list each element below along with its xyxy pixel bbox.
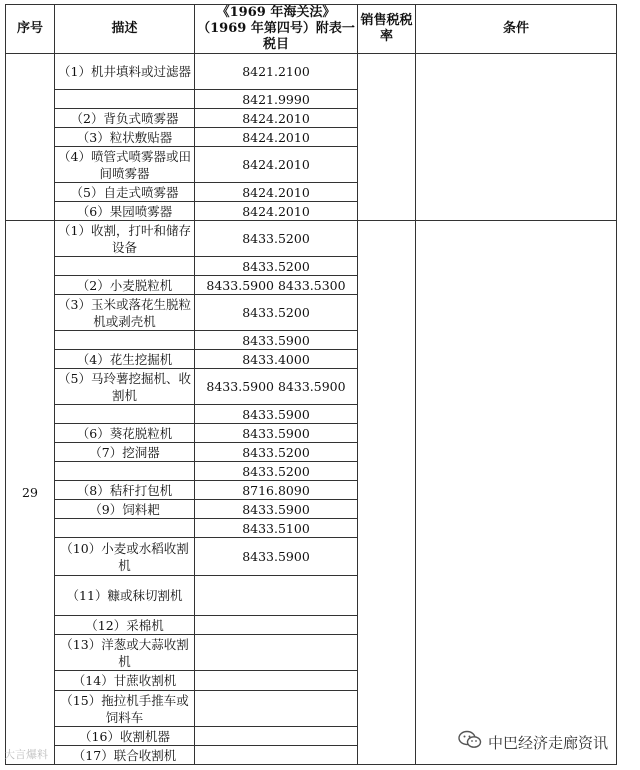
hs-code-cell: 8433.5900	[195, 405, 358, 424]
desc-cell: （2）小麦脱粒机	[55, 276, 195, 295]
hs-code-cell: 8424.2010	[195, 202, 358, 221]
hs-code-cell	[195, 616, 358, 635]
col-header-hs: 《1969 年海关法》（1969 年第四号）附表一税目	[195, 5, 358, 54]
desc-cell	[55, 257, 195, 276]
tax-cell-group-1	[358, 54, 416, 221]
hs-code-cell	[195, 727, 358, 746]
hs-code-cell: 8433.5200	[195, 257, 358, 276]
hs-code-cell: 8433.5200	[195, 443, 358, 462]
watermark-right	[458, 731, 608, 753]
desc-cell: （12）采棉机	[55, 616, 195, 635]
tax-cell-group-2	[358, 221, 416, 765]
tariff-table	[5, 4, 617, 765]
desc-cell	[55, 519, 195, 538]
desc-cell: （1）机井填料或过滤器	[55, 54, 195, 90]
col-header-tax: 销售税税率	[358, 5, 416, 54]
desc-cell: （5）自走式喷雾器	[55, 183, 195, 202]
watermark-right-text: 中巴经济走廊资讯	[488, 733, 609, 752]
desc-cell	[55, 90, 195, 109]
seq-cell-group-1	[6, 54, 55, 221]
hs-code-cell: 8424.2010	[195, 183, 358, 202]
hs-code-cell: 8433.5200	[195, 295, 358, 331]
hs-code-cell: 8433.5900 8433.5300	[195, 276, 358, 295]
desc-cell: （15）拖拉机手推车或饲料车	[55, 691, 195, 727]
condition-cell-group-1	[416, 54, 617, 221]
desc-cell: （16）收割机器	[55, 727, 195, 746]
desc-cell: （8）秸秆打包机	[55, 481, 195, 500]
hs-code-cell: 8433.5900	[195, 331, 358, 350]
desc-cell: （5）马玲薯挖掘机、收割机	[55, 369, 195, 405]
desc-cell: （13）洋葱或大蒜收割机	[55, 635, 195, 671]
hs-code-cell: 8424.2010	[195, 109, 358, 128]
desc-cell: （14）甘蔗收割机	[55, 671, 195, 691]
desc-cell: （6）葵花脱粒机	[55, 424, 195, 443]
hs-code-cell: 8433.5900	[195, 500, 358, 519]
col-header-desc: 描述	[55, 5, 195, 54]
watermark-left: 大言爆料	[4, 748, 48, 761]
hs-code-cell: 8433.5900 8433.5900	[195, 369, 358, 405]
hs-code-cell: 8421.9990	[195, 90, 358, 109]
condition-cell-group-2	[416, 221, 617, 765]
desc-cell: （4）花生挖掘机	[55, 350, 195, 369]
desc-cell: （9）饲料耙	[55, 500, 195, 519]
hs-code-cell: 8433.5900	[195, 538, 358, 576]
col-header-cond: 条件	[416, 5, 617, 54]
hs-code-cell: 8421.2100	[195, 54, 358, 90]
desc-cell: （11）糠或秣切割机	[55, 576, 195, 616]
hs-code-cell	[195, 635, 358, 671]
hs-code-cell: 8716.8090	[195, 481, 358, 500]
desc-cell: （10）小麦或水稻收割机	[55, 538, 195, 576]
desc-cell	[55, 331, 195, 350]
table-row	[6, 221, 617, 257]
hs-code-cell: 8433.5100	[195, 519, 358, 538]
hs-code-cell	[195, 576, 358, 616]
hs-code-cell: 8433.5200	[195, 462, 358, 481]
hs-code-cell	[195, 746, 358, 765]
hs-code-cell: 8424.2010	[195, 147, 358, 183]
desc-cell: （3）粒状敷贴器	[55, 128, 195, 147]
desc-cell	[55, 462, 195, 481]
desc-cell: （17）联合收割机	[55, 746, 195, 765]
desc-cell: （3）玉米或落花生脱粒机或剥壳机	[55, 295, 195, 331]
hs-code-cell: 8433.5900	[195, 424, 358, 443]
seq-cell-group-2: 29	[6, 221, 55, 765]
hs-code-cell: 8433.4000	[195, 350, 358, 369]
desc-cell: （7）挖洞器	[55, 443, 195, 462]
desc-cell: （4）喷管式喷雾器或田间喷雾器	[55, 147, 195, 183]
desc-cell: （2）背负式喷雾器	[55, 109, 195, 128]
desc-cell: （6）果园喷雾器	[55, 202, 195, 221]
desc-cell: （1）收割，打叶和储存设备	[55, 221, 195, 257]
table-row	[6, 54, 617, 90]
hs-code-cell: 8424.2010	[195, 128, 358, 147]
hs-code-cell: 8433.5200	[195, 221, 358, 257]
header-row	[6, 5, 617, 54]
wechat-icon	[458, 730, 488, 754]
col-header-seq: 序号	[6, 5, 55, 54]
hs-code-cell	[195, 691, 358, 727]
hs-code-cell	[195, 671, 358, 691]
desc-cell	[55, 405, 195, 424]
